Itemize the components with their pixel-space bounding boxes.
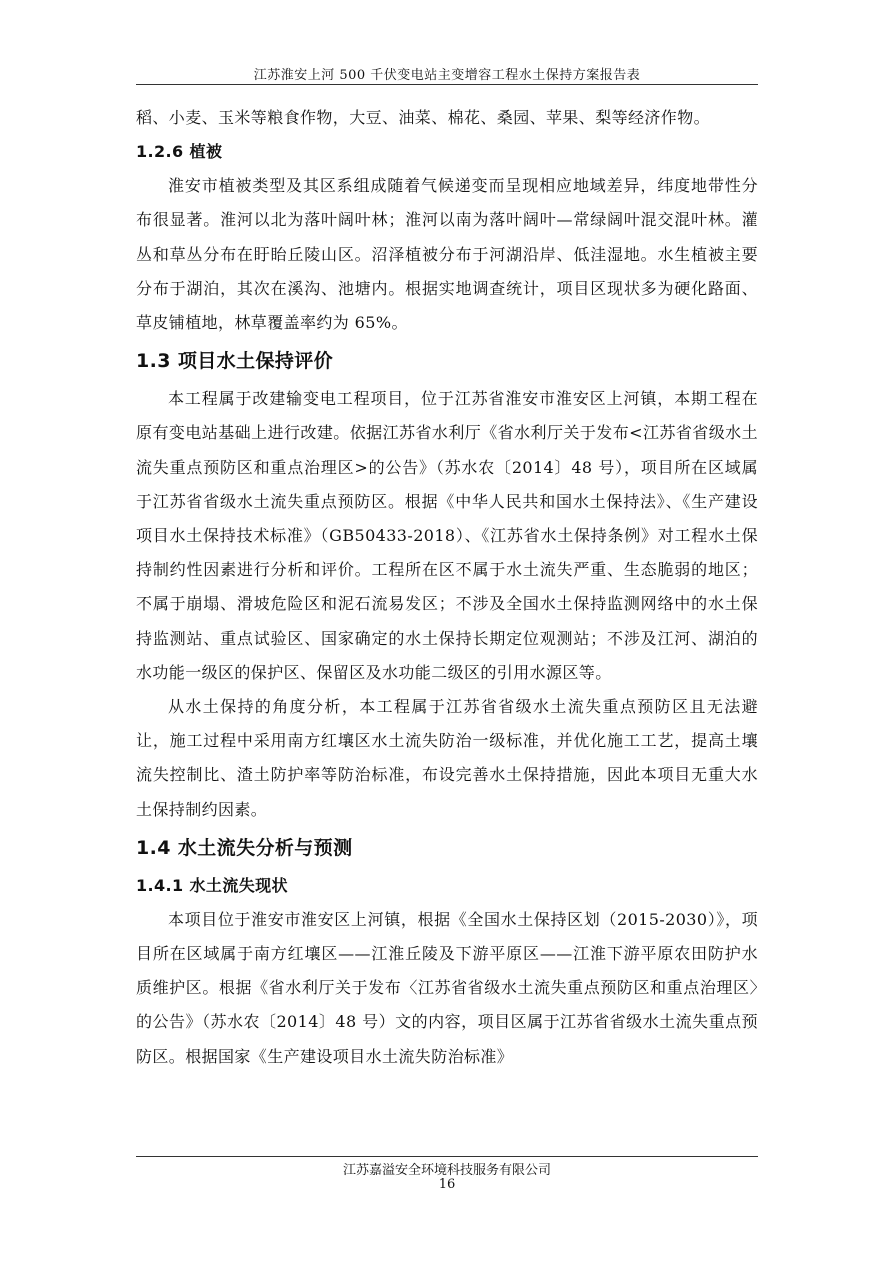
paragraph-evaluation: 本工程属于改建输变电工程项目，位于江苏省淮安市淮安区上河镇，本期工程在原有变电站基础上进行改建。依据江苏省水利厅《省水利厅关于发布<江苏省省级水土流失重点预防区和重点治理区>的公告》（苏水农〔2014〕48 号），项目所在区域属于江苏省省级水土流失重点预防区。根据《中华人民共和国水土保持法》、《生产建设项目水土保持技术标准》（GB50433-2018）、《江苏省水土保持条例》对工程水土保持制约性因素进行分析和评价。工程所在区不属于水土流失严重、生态脆弱的地区；不属于崩塌、滑坡危险区和泥石流易发区；不涉及全国水土保持监测网络中的水土保持监测站、重点试验区、国家确定的水土保持长期定位观测站；不涉及江河、湖泊的水功能一级区的保护区、保留区及水功能二级区的引用水源区等。 xyxy=(136,389,758,682)
document-body xyxy=(136,101,758,1074)
section-heading-1-4-1: 1.4.1 水土流失现状 xyxy=(136,875,288,895)
paragraph-crops: 稻、小麦、玉米等粮食作物，大豆、油菜、棉花、桑园、苹果、梨等经济作物。 xyxy=(136,108,711,127)
paragraph-erosion-status: 本项目位于淮安市淮安区上河镇，根据《全国水土保持区划（2015-2030）》，项目所在区域属于南方红壤区——江淮丘陵及下游平原区——江淮下游平原农田防护水质维护区。根据《省水利厅关于发布〈江苏省省级水土流失重点预防区和重点治理区〉的公告》（苏水农〔2014〕48 号）文的内容，项目区属于江苏省省级水土流失重点预防区。根据国家《生产建设项目水土流失防治标准》 xyxy=(136,909,758,1066)
footer-divider xyxy=(136,1156,758,1157)
footer-company: 江苏嘉溢安全环境科技服务有限公司 xyxy=(342,1163,551,1178)
paragraph-analysis: 从水土保持的角度分析，本工程属于江苏省省级水土流失重点预防区且无法避让，施工过程中采用南方红壤区水土流失防治一级标准，并优化施工工艺，提高土壤流失控制比、渣土防护率等防治标准，布设完善水土保持措施，因此本项目无重大水土保持制约因素。 xyxy=(136,697,758,819)
paragraph-vegetation: 淮安市植被类型及其区系组成随着气候递变而呈现相应地域差异，纬度地带性分布很显著。淮河以北为落叶阔叶林；淮河以南为落叶阔叶—常绿阔叶混交混叶林。灌丛和草丛分布在盱眙丘陵山区。沼泽植被分布于河湖沿岸、低洼湿地。水生植被主要分布于湖泊，其次在溪沟、池塘内。根据实地调查统计，项目区现状多为硬化路面、草皮铺植地，林草覆盖率约为 65%。 xyxy=(136,176,758,333)
section-heading-1-4: 1.4 水土流失分析与预测 xyxy=(136,836,353,859)
header-divider xyxy=(136,84,758,85)
section-heading-1-3: 1.3 项目水土保持评价 xyxy=(136,350,334,373)
page-number: 16 xyxy=(438,1177,456,1192)
running-header: 江苏淮安上河 500 千伏变电站主变增容工程水土保持方案报告表 xyxy=(253,68,641,83)
section-heading-1-2-6: 1.2.6 植被 xyxy=(136,142,223,162)
